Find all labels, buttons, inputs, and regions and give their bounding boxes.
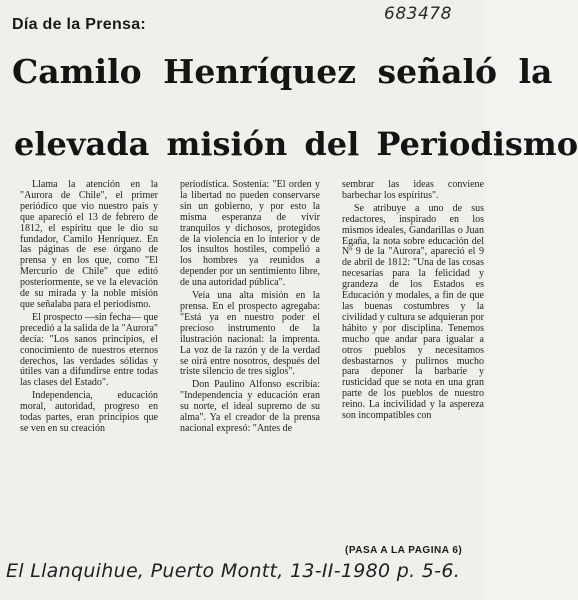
paragraph: periodística. Sostenía: "El orden y la libertad no pueden conservarse sin un gobierno, y por esto la misma esperanza de vivir tranquilos y dichosos, protegidos de la violencia en lo interior y de los insultos hostiles, compelió a los hombres ya reunidos a depender por un sentimiento libre, de una autoridad pública". <box>180 179 320 289</box>
kicker-heading: Día de la Prensa: <box>12 16 147 33</box>
paragraph: Don Paulino Alfonso escribía: "Independencia y educación eran su norte, el ideal supremo de su alma". Ya el creador de la prensa nacional expresó: "Antes de <box>180 379 320 434</box>
article-column-3 <box>342 180 484 422</box>
headline-line-1: Camilo Henríquez señaló la <box>12 52 553 91</box>
paragraph: Llama la atención en la "Aurora de Chile", el primer periódico que vio nuestro país y que apareció el 13 de febrero de 1812, el espíritu que le dio su fundador, Camilo Henríquez. En las páginas de ese órgano de prensa y en los que, como "El Mercurio de Chile" que editó posteriormente, se ve la elevación de su mirada y la noble misión que señalaba para el periodismo. <box>20 179 158 310</box>
article-column-2 <box>180 180 320 435</box>
paragraph: El prospecto —sin fecha— que precedió a la salida de la "Aurora" decía: "Los sanos principios, el conocimiento de nuestros eternos derechos, las verdades sólidas y útiles van a difundirse entre todas las clases del Estado". <box>20 311 158 389</box>
archive-number-handwritten: 683478 <box>384 4 452 24</box>
continued-on-page-note: (PASA A LA PAGINA 6) <box>345 545 463 556</box>
source-citation-handwritten: El Llanquihue, Puerto Montt, 13-II-1980 p. 5-6. <box>6 560 461 582</box>
paragraph: Independencia, educación moral, autoridad, progreso en todas partes, eran principios que se ven en su creación <box>20 390 158 434</box>
article-body <box>20 180 482 558</box>
paragraph: Veía una alta misión en la prensa. En el prospecto agregaba: "Está ya en nuestro poder el precioso instrumento de la ilustración nacional: la imprenta. La voz de la razón y de la verdad se oirá entre nosotros, después del triste silencio de tres siglos". <box>180 290 320 378</box>
headline-line-2: elevada misión del Periodismo <box>14 125 578 163</box>
article-column-1 <box>20 180 158 435</box>
paragraph: sembrar las ideas conviene barbechar los espíritus". <box>342 179 484 201</box>
paragraph: Se atribuye a uno de sus redactores, inspirado en los mismos ideales, Gandarillas o Juan Egaña, la nota sobre educación del Nº 9 de la "Aurora", apareció el 9 de abril de 1812: "Una de las cosas necesarias para la felicidad y grandeza de los Estados es Educación y modales, a fin de que las buenas costumbres y la civilidad y cultura se adquieran por hábito y por disciplina. Tenemos mucho que andar para igualar a otros pueblos y necesitamos desbastarnos y pulirnos mucho para deponer la barbarie y rusticidad que se nota en una gran parte de los pueblos de nuestro reino. La incivilidad y la aspereza son incompatibles con <box>342 202 484 422</box>
